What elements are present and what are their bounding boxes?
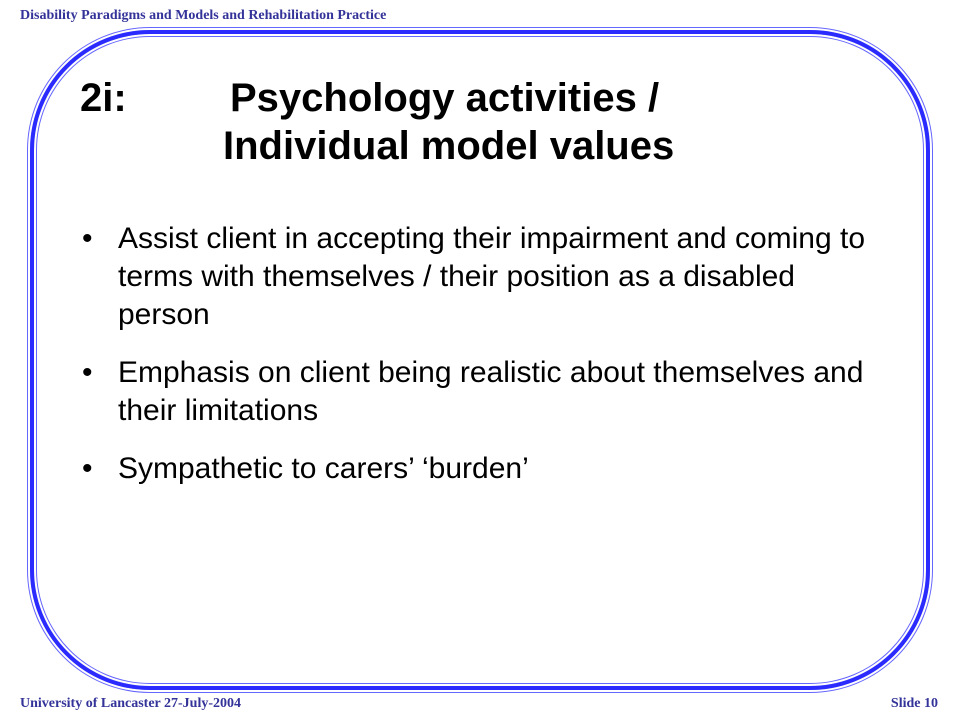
bullet-item bbox=[82, 450, 882, 488]
bullet-list bbox=[82, 220, 882, 508]
bullet-marker: • bbox=[82, 222, 93, 255]
bullet-item bbox=[82, 220, 882, 334]
bullet-marker: • bbox=[82, 452, 93, 485]
title-number: 2i: bbox=[80, 76, 127, 120]
bullet-text: Assist client in accepting their impairment and coming to terms with themselves / their position as a disabled person bbox=[118, 222, 866, 331]
slide-title bbox=[80, 74, 880, 170]
slide-header: Disability Paradigms and Models and Rehabilitation Practice bbox=[20, 8, 387, 23]
slide-number: Slide 10 bbox=[890, 696, 938, 711]
footer-institution-date: University of Lancaster 27-July-2004 bbox=[20, 696, 241, 711]
bullet-text: Sympathetic to carers’ ‘burden’ bbox=[118, 452, 529, 485]
bullet-item bbox=[82, 354, 882, 430]
bullet-text: Emphasis on client being realistic about themselves and their limitations bbox=[118, 356, 864, 427]
title-line-2: Individual model values bbox=[223, 124, 675, 168]
bullet-marker: • bbox=[82, 356, 93, 389]
title-line-1: Psychology activities / bbox=[230, 76, 660, 120]
